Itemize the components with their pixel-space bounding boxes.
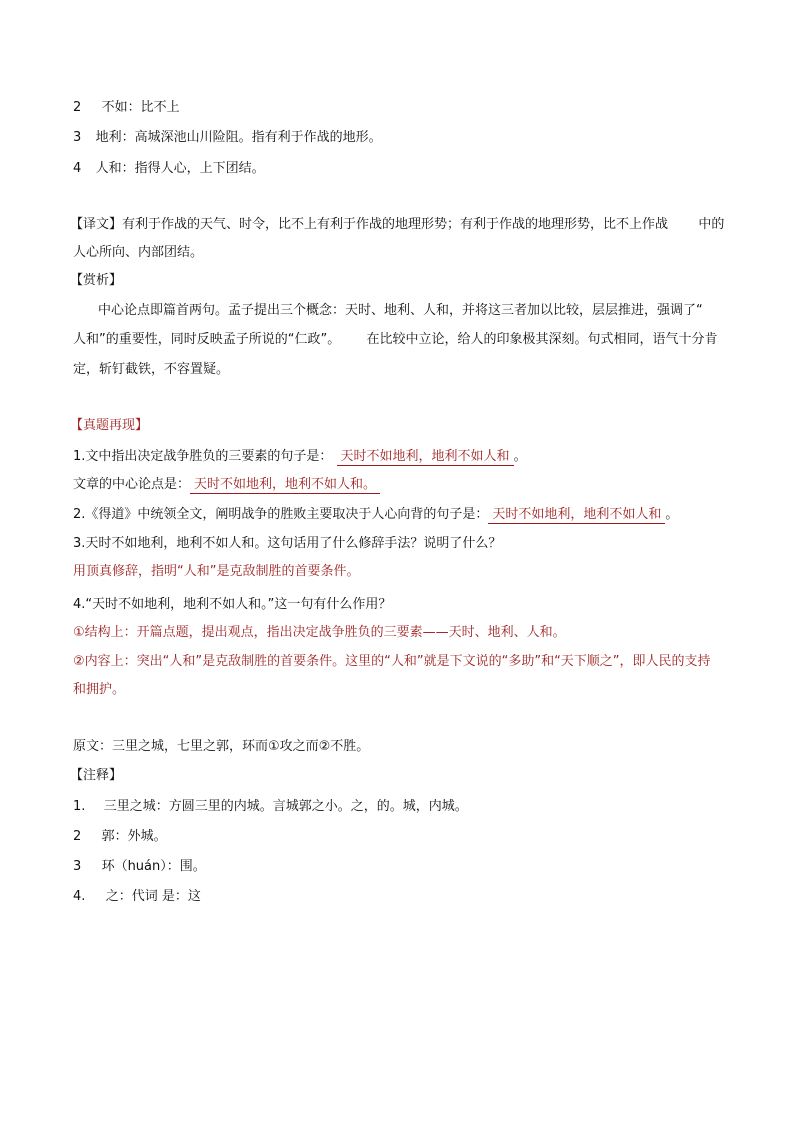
question-text: 4.“天时不如地利，地利不如人和。”这一句有什么作用？: [73, 597, 392, 612]
note-number: 2: [73, 100, 82, 115]
question-text: 3.天时不如地利，地利不如人和。这句话用了什么修辞手法？说明了什么？: [73, 536, 502, 551]
note-text: 郭：外城。: [101, 829, 167, 844]
answer-text: 天时不如地利，地利不如人和。: [190, 477, 380, 494]
question-line: [73, 506, 678, 524]
answer-line: [73, 624, 566, 642]
section-heading: [70, 272, 122, 290]
answer-line: [73, 563, 359, 581]
note-text: 不如：比不上: [101, 100, 180, 115]
question-line: [73, 476, 380, 494]
exam-label: 【真题再现】: [70, 418, 149, 433]
question-line: [73, 596, 391, 614]
question-text: 文章的中心论点是：: [73, 477, 191, 492]
note-item: [73, 858, 206, 876]
note-text: 环（huán）：围。: [101, 859, 206, 874]
note-text: 人和：指得人心，上下团结。: [95, 161, 265, 176]
original-line: [73, 738, 369, 756]
note-item: [73, 888, 201, 906]
question-text: 2.《得道》中统领全文，阐明战争的胜败主要取决于人心向背的句子是：: [73, 507, 489, 522]
note-text: 三里之城：方圆三里的内城。言城郭之小。之，的。城，内城。: [103, 799, 468, 814]
note-text: 之：代词 是：这: [105, 889, 201, 904]
answer-text: 用顶真修辞，指明“人和”是克敌制胜的首要条件。: [73, 564, 360, 579]
question-text: 。: [513, 449, 527, 464]
note-item: [73, 798, 468, 816]
answer-text: ①结构上：开篇点题，提出观点，指出决定战争胜负的三要素——天时、地利、人和。: [73, 625, 566, 640]
translation-line: [73, 244, 203, 262]
analysis-text: 人和”的重要性，同时反映孟子所说的“仁政”。: [73, 332, 341, 347]
note-number: 2: [73, 829, 82, 844]
analysis-text: 定，斩钉截铁，不容置疑。: [73, 362, 230, 377]
translation-text: 中的: [698, 217, 725, 232]
analysis-line: [73, 331, 718, 349]
note-item: [73, 160, 265, 178]
notes-label: 【注释】: [70, 768, 123, 783]
question-text: 。: [665, 507, 679, 522]
note-item: [73, 828, 167, 846]
note-number: 4.: [73, 889, 86, 904]
translation-text: 有利于作战的天气、时令，比不上有利于作战的地理形势；有利于作战的地理形势，比不上作战: [122, 217, 669, 232]
section-heading: [70, 417, 148, 435]
answer-text: ②内容上：突出“人和”是克敌制胜的首要条件。这里的“人和”就是下文说的“多助”和“天下顺之”，即人民的支持: [73, 654, 711, 669]
answer-text: 天时不如地利，地利不如人和: [488, 507, 665, 524]
translation-line: [70, 216, 724, 234]
note-number: 3: [73, 130, 82, 145]
analysis-line: [73, 361, 229, 379]
analysis-text: 中心论点即篇首两句。孟子提出三个概念：天时、地利、人和，并将这三者加以比较，层层推进，强调了“: [98, 303, 703, 318]
answer-text: 天时不如地利，地利不如人和: [337, 449, 514, 466]
question-line: [73, 448, 527, 466]
translation-label: 【译文】: [70, 217, 123, 232]
analysis-text: 在比较中立论，给人的印象极其深刻。句式相同，语气十分肯: [366, 332, 718, 347]
analysis-label: 【赏析】: [70, 273, 123, 288]
note-item: [73, 99, 180, 117]
question-text: 1.文中指出决定战争胜负的三要素的句子是：: [73, 449, 333, 464]
note-text: 地利：高城深池山川险阻。指有利于作战的地形。: [95, 130, 382, 145]
note-number: 4: [73, 161, 82, 176]
answer-line: [73, 681, 125, 699]
answer-line: [73, 653, 711, 671]
note-number: 1.: [73, 799, 86, 814]
note-item: [73, 129, 382, 147]
translation-text: 人心所向、内部团结。: [73, 245, 204, 260]
answer-text: 和拥护。: [73, 682, 126, 697]
original-text: 原文：三里之城，七里之郭，环而①攻之而②不胜。: [73, 739, 370, 754]
question-line: [73, 535, 501, 553]
note-number: 3: [73, 859, 82, 874]
analysis-line: [98, 302, 703, 320]
section-heading: [70, 767, 122, 785]
